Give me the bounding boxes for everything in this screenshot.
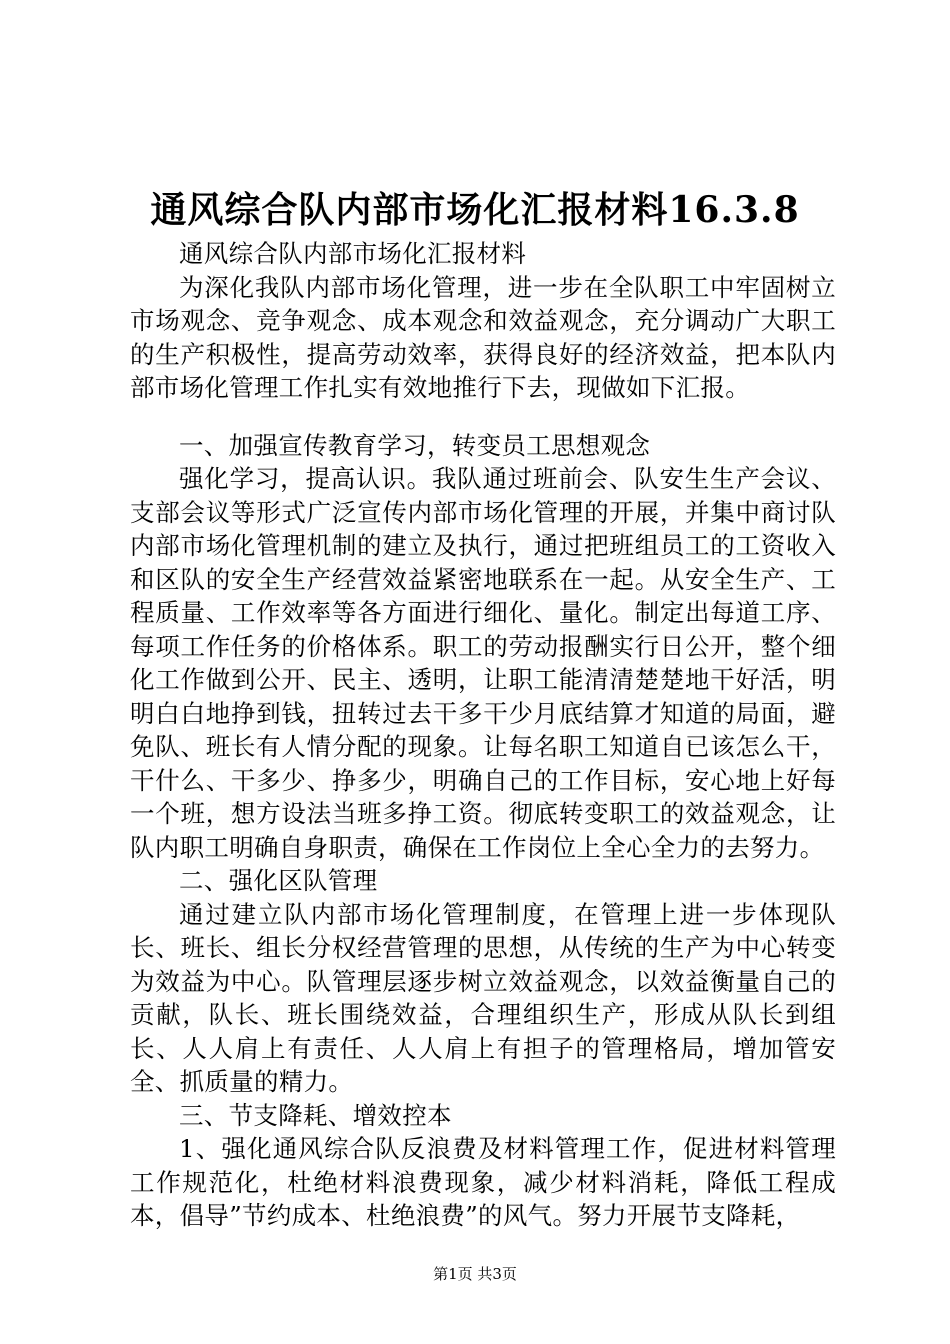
document-title: 通风综合队内部市场化汇报材料16.3.8 <box>150 189 800 231</box>
page-footer: 第1页 共3页 <box>433 1265 517 1283</box>
section-heading-2: 二、强化区队管理 <box>179 866 378 895</box>
section-1-paragraph: 强化学习，提高认识。我队通过班前会、队安生生产会议、支部会议等形式广泛宣传内部市场化管理的开展，并集中商讨队内部市场化管理机制的建立及执行，通过把班组员工的工资收入和区队的安全生产经营效益紧密地联系在一起。从安全生产、工程质量、工作效率等各方面进行细化、量化。制定出每道工序、每项工作任务的价格体系。职工的劳动报酬实行日公开，整个细化工作做到公开、民主、透明，让职工能清清楚楚地干好活，明明白白地挣到钱，扭转过去干多干少月底结算才知道的局面，避免队、班长有人情分配的现象。让每名职工知道自已该怎么干，干什么、干多少、挣多少，明确自己的工作目标，安心地上好每一个班，想方设法当班多挣工资。彻底转变职工的效益观念，让队内职工明确自身职责，确保在工作岗位上全心全力的去努力。 <box>130 464 836 862</box>
section-2-paragraph: 通过建立队内部市场化管理制度，在管理上进一步体现队长、班长、组长分权经营管理的思想，从传统的生产为中心转变为效益为中心。队管理层逐步树立效益观念，以效益衡量自己的贡献，队长、班长围绕效益，合理组织生产，形成从队长到组长、人人肩上有责任、人人肩上有担子的管理格局，增加管安全、抓质量的精力。 <box>130 899 836 1096</box>
intro-paragraph: 为深化我队内部市场化管理，进一步在全队职工中牢固树立市场观念、竞争观念、成本观念和效益观念，充分调动广大职工的生产积极性，提高劳动效率，获得良好的经济效益，把本队内部市场化管理工作扎实有效地推行下去，现做如下汇报。 <box>130 272 836 402</box>
section-heading-3: 三、节支降耗、增效控本 <box>179 1100 452 1130</box>
section-3-paragraph: 1、强化通风综合队反浪费及材料管理工作，促进材料管理工作规范化，杜绝材料浪费现象，减少材料消耗，降低工程成本，倡导”节约成本、杜绝浪费”的风气。努力开展节支降耗， <box>130 1134 836 1230</box>
document-body <box>130 237 836 1233</box>
paragraph-spacer <box>130 405 836 429</box>
section-heading-1: 一、加强宣传教育学习，转变员工思想观念 <box>179 430 651 460</box>
subtitle-paragraph: 通风综合队内部市场化汇报材料 <box>179 239 527 268</box>
